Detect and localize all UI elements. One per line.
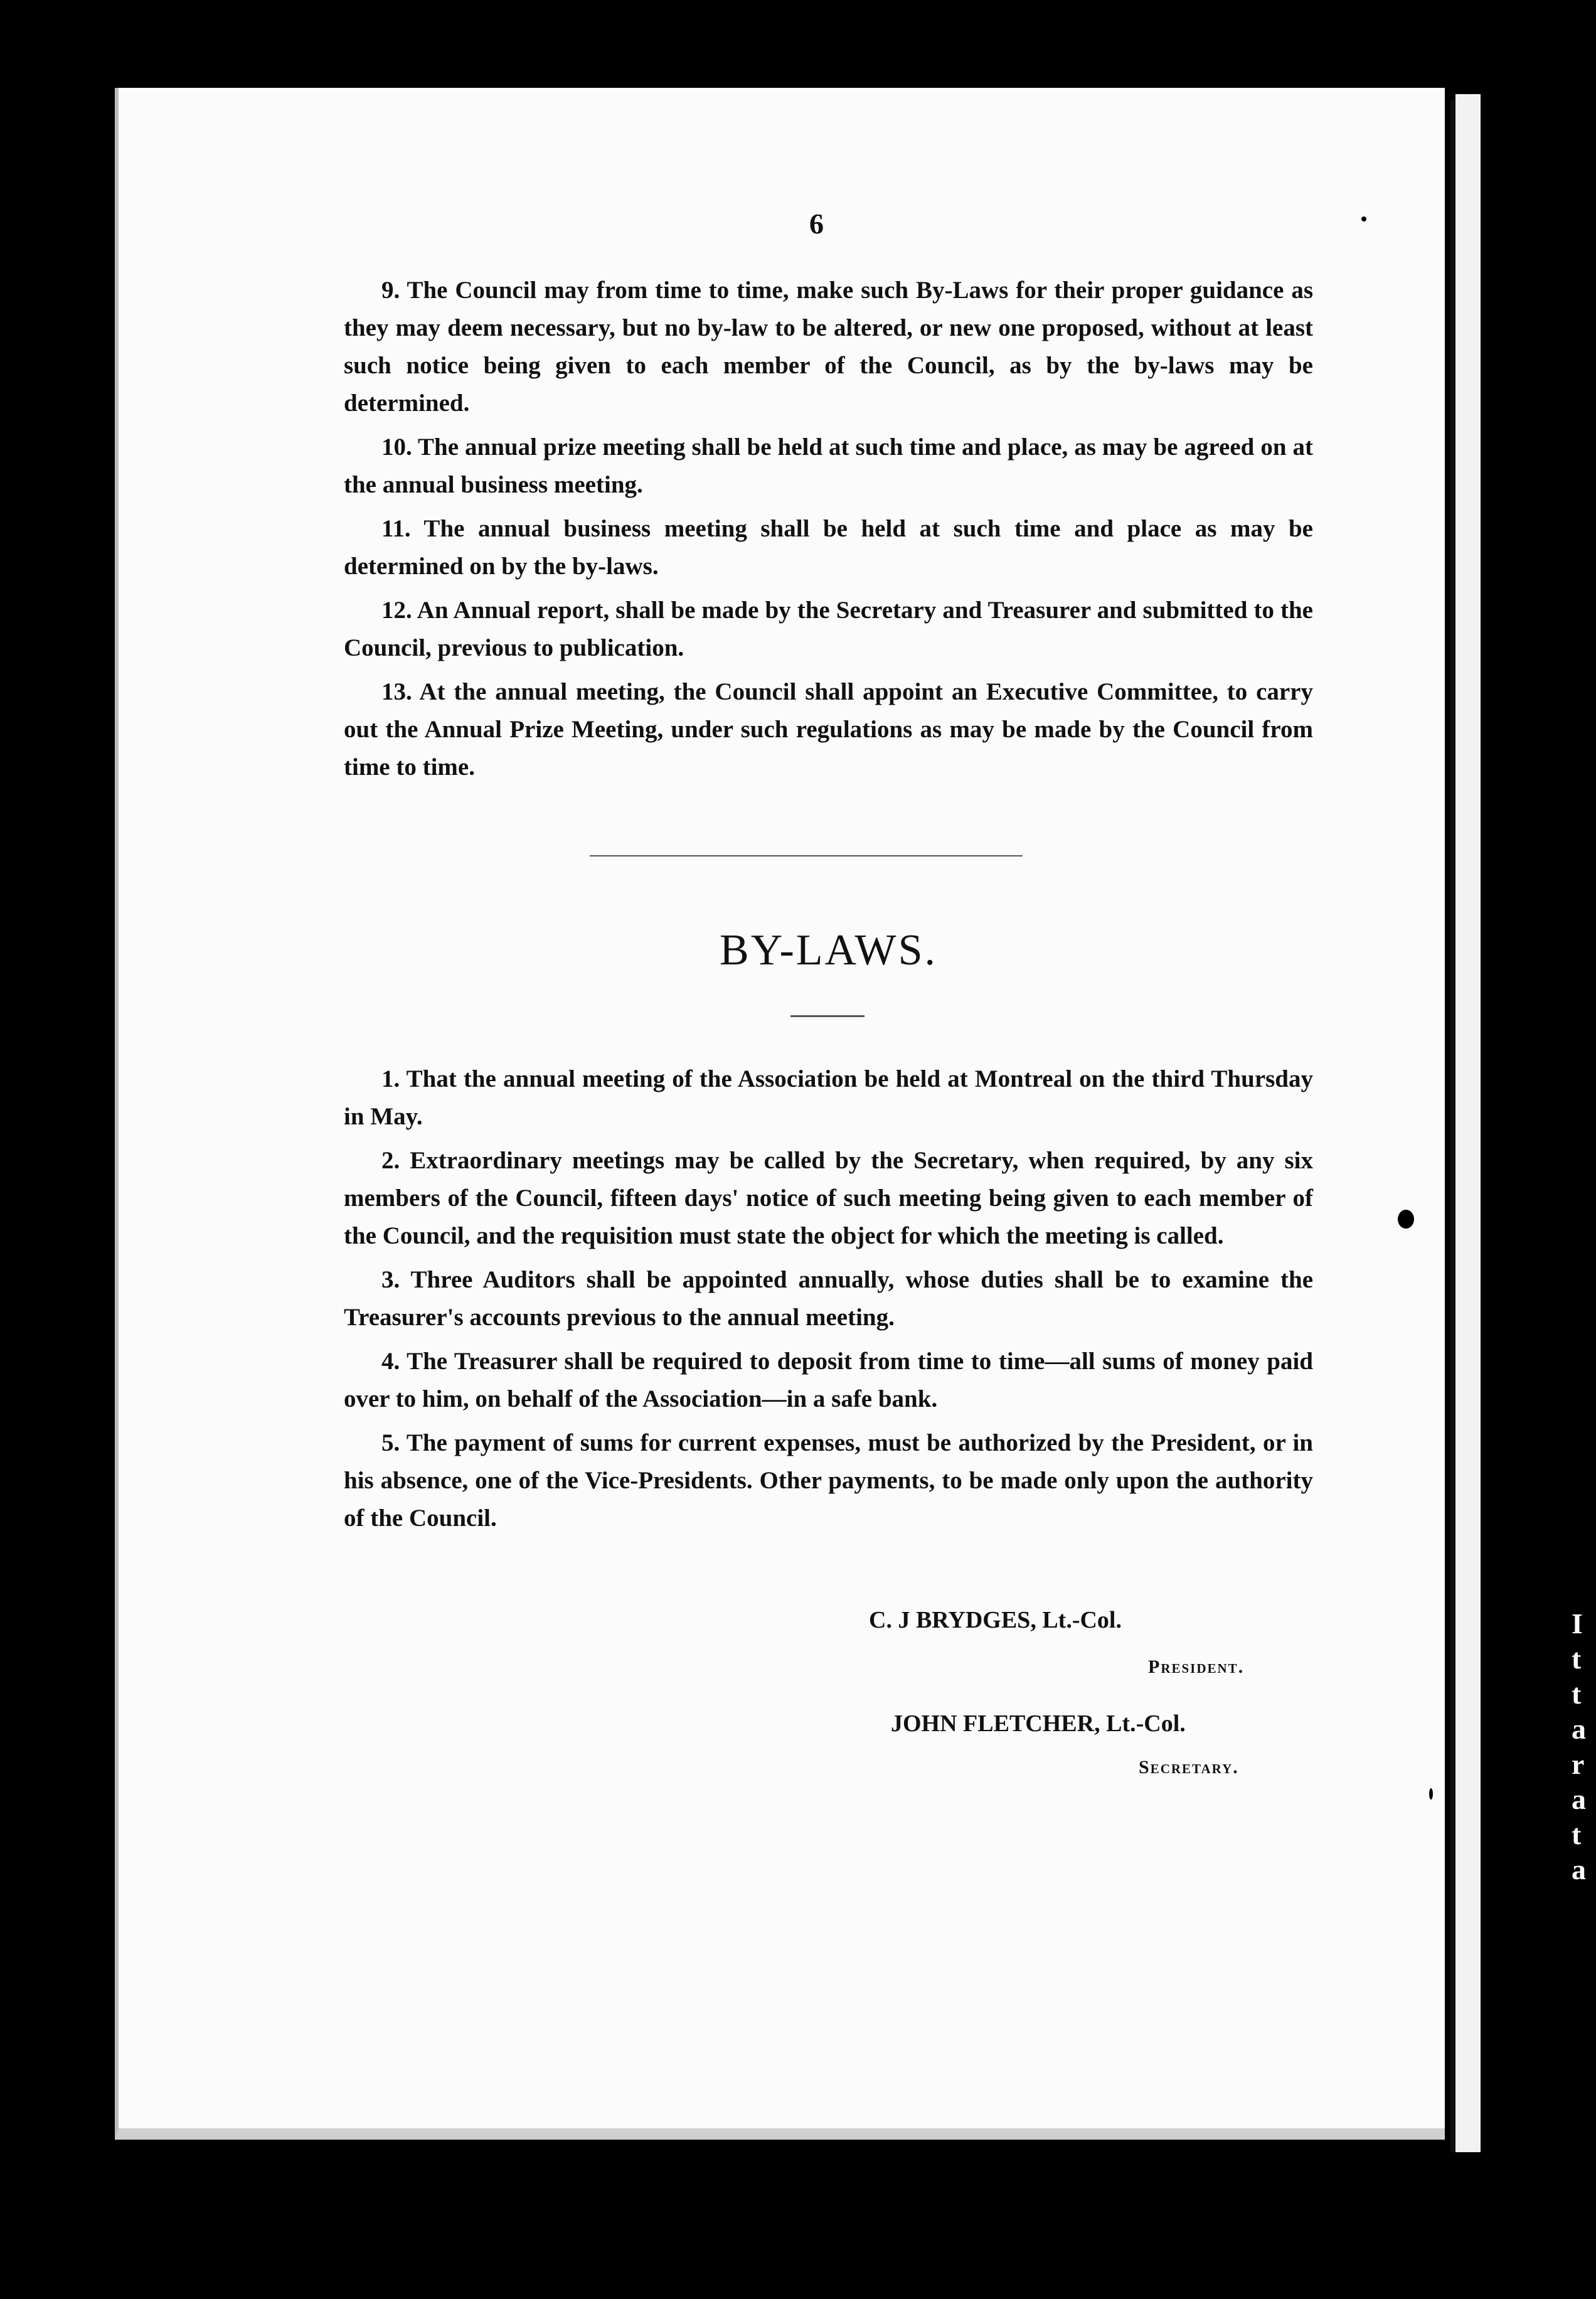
article-10: 10. The annual prize meeting shall be held at such time and place, as may be agreed on at the annual business meeting. [344, 434, 1313, 498]
article-13: 13. At the annual meeting, the Council shall appoint an Executive Committee, to carry out the Annual Prize Meeting, under such regulations as may be made by the Council from time to time. [344, 678, 1313, 781]
adjacent-page-fragment: I t t a r a t a [1572, 1608, 1586, 1886]
article-12: 12. An Annual report, shall be made by the Secretary and Treasurer and submitted to the Council, previous to publication. [344, 597, 1313, 661]
bylaw-2: 2. Extraordinary meetings may be called by the Secretary, when required, by any six members of the Council, fifteen days' notice of such meeting being given to each member of the Council, and the requisition must state the object for which the meeting is called. [344, 1147, 1313, 1249]
page-number: 6 [809, 208, 824, 240]
article-11: 11. The annual business meeting shall be held at such time and place as may be determined on by the by-laws. [344, 515, 1313, 580]
bylaw-3: 3. Three Auditors shall be appointed annually, whose duties shall be to examine the Treasurer's accounts previous to the annual meeting. [344, 1266, 1313, 1331]
bylaws-list [344, 1060, 1313, 1544]
secretary-name: JOHN FLETCHER, Lt.-Col. [891, 1710, 1186, 1737]
president-title: President. [1148, 1656, 1245, 1677]
page-edge [1455, 94, 1481, 2165]
bylaw-4: 4. The Treasurer shall be required to deposit from time to time—all sums of money paid over to him, on behalf of the Association—in a safe bank. [344, 1348, 1313, 1412]
adjacent-page-shadow [1493, 94, 1596, 2299]
bylaw-1: 1. That the annual meeting of the Association be held at Montreal on the third Thursday in May. [344, 1065, 1313, 1130]
article-9: 9. The Council may from time to time, make such By-Laws for their proper guidance as they may deem necessary, but no by-law to be altered, or new one proposed, without at least such notice being given to each member of the Council, as by the by-laws may be determined. [344, 277, 1313, 417]
bylaws-heading: BY-LAWS. [720, 926, 937, 974]
scan-speck [25, 499, 34, 516]
heading-underline [790, 1015, 864, 1017]
constitution-articles [344, 272, 1313, 792]
section-divider [590, 855, 1023, 856]
scan-speck [1429, 1788, 1433, 1800]
scan-bottom-border [0, 2152, 1596, 2299]
binding-spine [1450, 100, 1455, 2152]
scan-speck [1398, 1210, 1414, 1229]
secretary-title: Secretary. [1139, 1757, 1239, 1778]
president-name: C. J BRYDGES, Lt.-Col. [869, 1607, 1122, 1633]
bylaw-5: 5. The payment of sums for current expenses, must be authorized by the President, or in his absence, one of the Vice-Presidents. Other payments, to be made only upon the authority of the Council. [344, 1429, 1313, 1532]
scan-speck [1361, 216, 1366, 221]
